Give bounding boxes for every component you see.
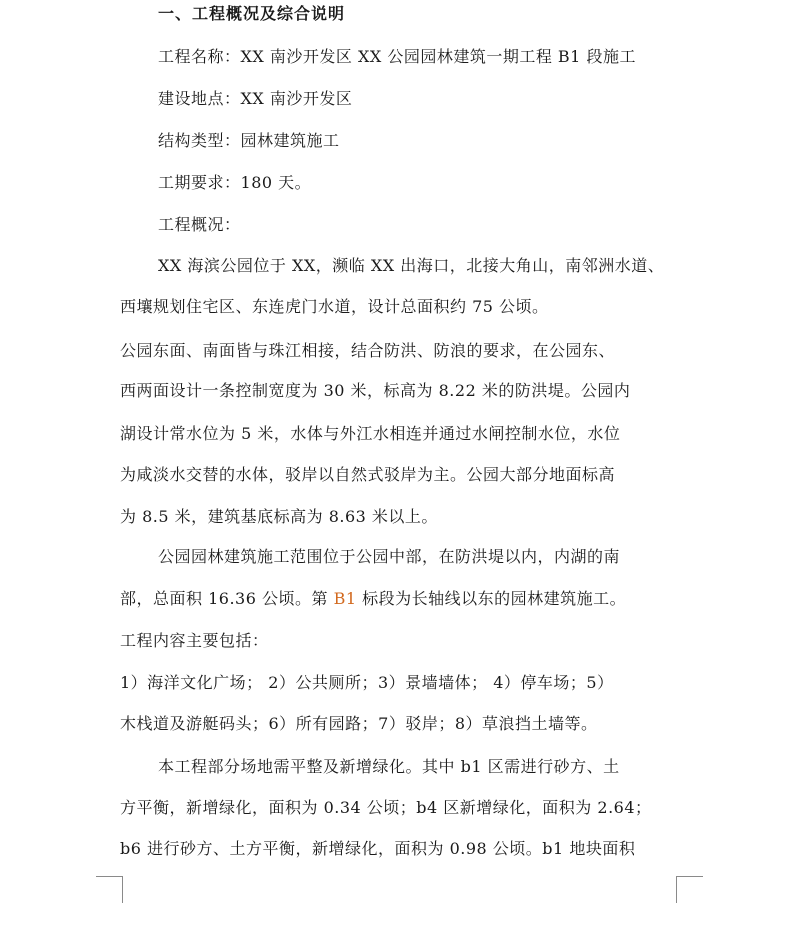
field-value: 园林建筑施工 [240,131,340,150]
highlighted-section-code: B1 [333,589,357,608]
paragraph-line: 为咸淡水交替的水体，驳岸以自然式驳岸为主。公园大部分地面标高 [120,465,616,484]
field-structure-type [158,130,680,152]
overview-label: 工程概况： [158,215,241,234]
paragraph-line [120,588,680,610]
text-segment: 标段为长轴线以东的园林建筑施工。 [356,589,627,608]
paragraph-line: 为 8.5 米，建筑基底标高为 8.63 米以上。 [120,507,438,526]
section-heading: 一、工程概况及综合说明 [158,4,346,23]
paragraph-line: XX 海滨公园位于 XX，濒临 XX 出海口，北接大角山，南邻洲水道、 [158,256,665,275]
field-label: 结构类型： [158,131,241,150]
paragraph-line: 西两面设计一条控制宽度为 30 米，标高为 8.22 米的防洪堤。公园内 [120,381,631,400]
field-schedule [158,172,680,194]
paragraph-line: 西壤规划住宅区、东连虎门水道，设计总面积约 75 公顷。 [120,297,549,316]
field-label: 工期要求： [158,173,241,192]
paragraph-line: 公园园林建筑施工范围位于公园中部，在防洪堤以内，内湖的南 [158,547,621,566]
paragraph-line: 本工程部分场地需平整及新增绿化。其中 b1 区需进行砂方、土 [158,757,620,776]
field-label: 建设地点： [158,89,241,108]
page-corner-mark-right [676,876,703,903]
field-value: XX 南沙开发区 [240,89,353,108]
text-segment: 部，总面积 16.36 公顷。第 [120,589,334,608]
field-location [158,88,680,110]
field-label: 工程名称： [158,47,241,66]
paragraph-line: 公园东面、南面皆与珠江相接，结合防洪、防浪的要求，在公园东、 [120,341,616,360]
contents-line: 木栈道及游艇码头；6）所有园路；7）驳岸；8）草浪挡土墙等。 [120,714,598,733]
paragraph-line: 方平衡，新增绿化，面积为 0.34 公顷；b4 区新增绿化，面积为 2.64； [120,798,652,817]
field-project-name [158,46,680,68]
paragraph-line: b6 进行砂方、土方平衡，新增绿化，面积为 0.98 公顷。b1 地块面积 [120,839,636,858]
paragraph-line: 湖设计常水位为 5 米，水体与外江水相连并通过水闸控制水位，水位 [120,424,621,443]
contents-line: 1）海洋文化广场； 2）公共厕所；3）景墙墙体； 4）停车场；5） [120,673,614,692]
field-value: XX 南沙开发区 XX 公园园林建筑一期工程 B1 段施工 [240,47,636,66]
contents-label: 工程内容主要包括： [120,631,269,650]
page-corner-mark-left [96,876,123,903]
field-value: 180 天。 [240,173,312,192]
